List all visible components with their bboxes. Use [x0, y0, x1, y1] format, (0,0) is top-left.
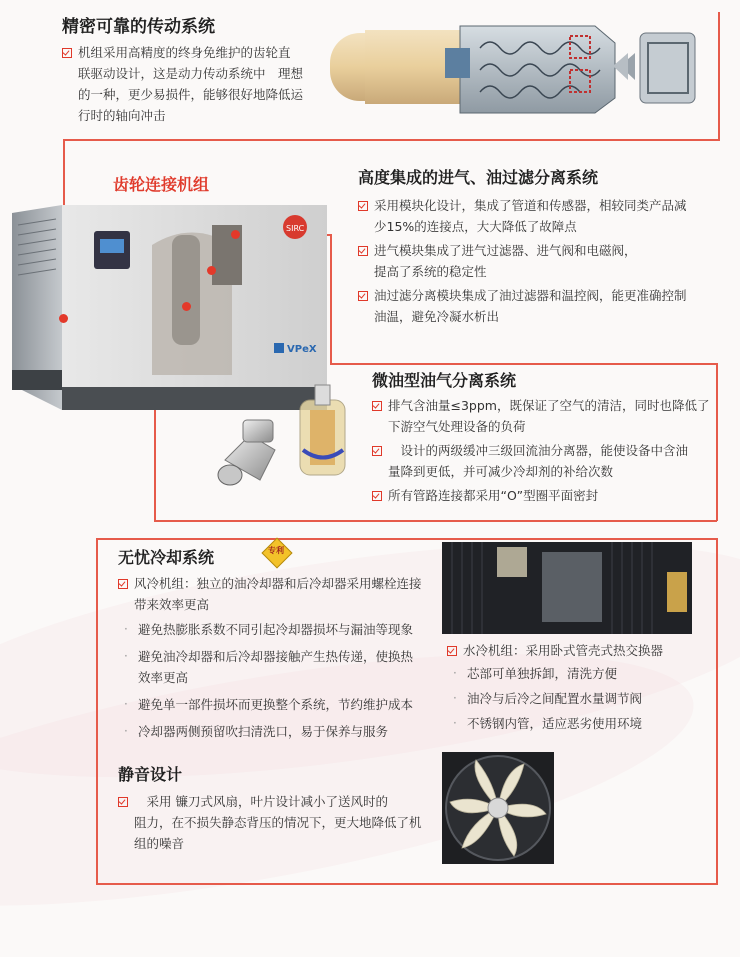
connector-line: [96, 883, 718, 885]
checkbox-icon: [118, 797, 128, 807]
marker-dot: [207, 266, 216, 275]
logo-text: SIRC: [286, 224, 305, 233]
oil-separator-image: [215, 380, 365, 500]
connector-line: [154, 520, 717, 522]
oil-separation-item: 排气含油量≤3ppm，既保证了空气的清洁，同时也降低了 下游空气处理设备的负荷: [372, 395, 712, 437]
water-cooling-point: · 芯部可单独拆卸，清洗方便: [453, 666, 618, 681]
intake-item: 油过滤分离模块集成了油过滤器和温控阀，能更准确控制 油温，避免冷凝水析出: [358, 285, 708, 327]
transmission-description: 机组采用高精度的终身免维护的齿轮直 联驱动设计，这是动力传动系统中 理想 的一种，更少易损件，能够很好地降低运 行时的轴向冲击: [62, 42, 327, 126]
checkbox-icon: [358, 201, 368, 211]
oil-separation-list: [372, 395, 712, 506]
connector-line: [716, 538, 718, 884]
transmission-title: 精密可靠的传动系统: [62, 17, 215, 37]
water-cooling-point: · 油冷与后冷之间配置水量调节阀: [453, 691, 643, 706]
intake-list: [358, 195, 708, 327]
water-cooling-description: 水冷机组：采用卧式管壳式热交换器 · 芯部可单独拆卸，清洗方便 · 油冷与后冷之间配置水量调节阀 · 不锈钢内管，适应恶劣使用环境: [447, 640, 707, 734]
air-cooling-point: · 避免热膨胀系数不同引起冷却器损坏与漏油等现象: [124, 622, 414, 637]
checkbox-icon: [118, 579, 128, 589]
water-cooling-point: · 不锈钢内管，适应恶劣使用环境: [453, 716, 643, 731]
oil-separation-title: 微油型油气分离系统: [372, 371, 517, 390]
air-cooling-point: · 避免单一部件损坏而更换整个系统，节约维护成本: [124, 697, 414, 712]
checkbox-icon: [372, 491, 382, 501]
air-cooling-point: · 冷却器两侧预留吹扫清洗口，易于保养与服务: [124, 724, 389, 739]
marker-dot: [182, 302, 191, 311]
cooler-image: [442, 542, 692, 634]
connector-line: [330, 363, 718, 365]
checkbox-icon: [447, 646, 457, 656]
silent-title: 静音设计: [118, 765, 183, 784]
silent-description: 采用 镰刀式风扇，叶片设计减小了送风时的 阻力，在不损失静态背压的情况下，更大地降低了机 组的噪音: [118, 791, 433, 854]
intake-title: 高度集成的进气、油过滤分离系统: [358, 168, 599, 187]
connector-line: [63, 139, 720, 141]
air-cooling-description: 风冷机组：独立的油冷却器和后冷却器采用螺栓连接 带来效率更高 · 避免热膨胀系数不同引起冷却器损坏与漏油等现象 · 避免油冷却器和后冷却器接触产生热传递，使换热 效率更高 · 避免单一部件损坏而更换整个系统，节约维护成本 · 冷却器两侧预留吹扫清洗口，易于保养与服务: [118, 573, 443, 742]
marker-dot: [231, 230, 240, 239]
oil-separation-item: 设计的两级缓冲三级回流油分离器，能使设备中含油 量降到更低，并可减少冷却剂的补给次数: [372, 440, 712, 482]
connector-line: [716, 363, 718, 521]
checkbox-icon: [62, 48, 72, 58]
oil-separation-item: 所有管路连接都采用“O”型圈平面密封: [372, 485, 712, 506]
screw-rotor-image: [330, 8, 730, 123]
gear-unit-label: 齿轮连接机组: [113, 175, 210, 194]
checkbox-icon: [358, 291, 368, 301]
connector-line: [96, 538, 98, 884]
cooling-title: 无忧冷却系统: [118, 548, 215, 567]
intake-item: 采用模块化设计，集成了管道和传感器，相较同类产品减 少15%的连接点，大大降低了故障点: [358, 195, 708, 237]
brand-text: VPeX: [287, 344, 317, 355]
checkbox-icon: [372, 446, 382, 456]
air-cooling-point: · 避免油冷却器和后冷却器接触产生热传递，使换热 效率更高: [124, 649, 414, 685]
intake-item: 进气模块集成了进气过滤器、进气阀和电磁阀， 提高了系统的稳定性: [358, 240, 708, 282]
fan-image: [442, 752, 554, 864]
patent-badge: 专利: [262, 538, 290, 566]
marker-dot: [59, 314, 68, 323]
checkbox-icon: [358, 246, 368, 256]
checkbox-icon: [372, 401, 382, 411]
connector-line: [96, 538, 718, 540]
